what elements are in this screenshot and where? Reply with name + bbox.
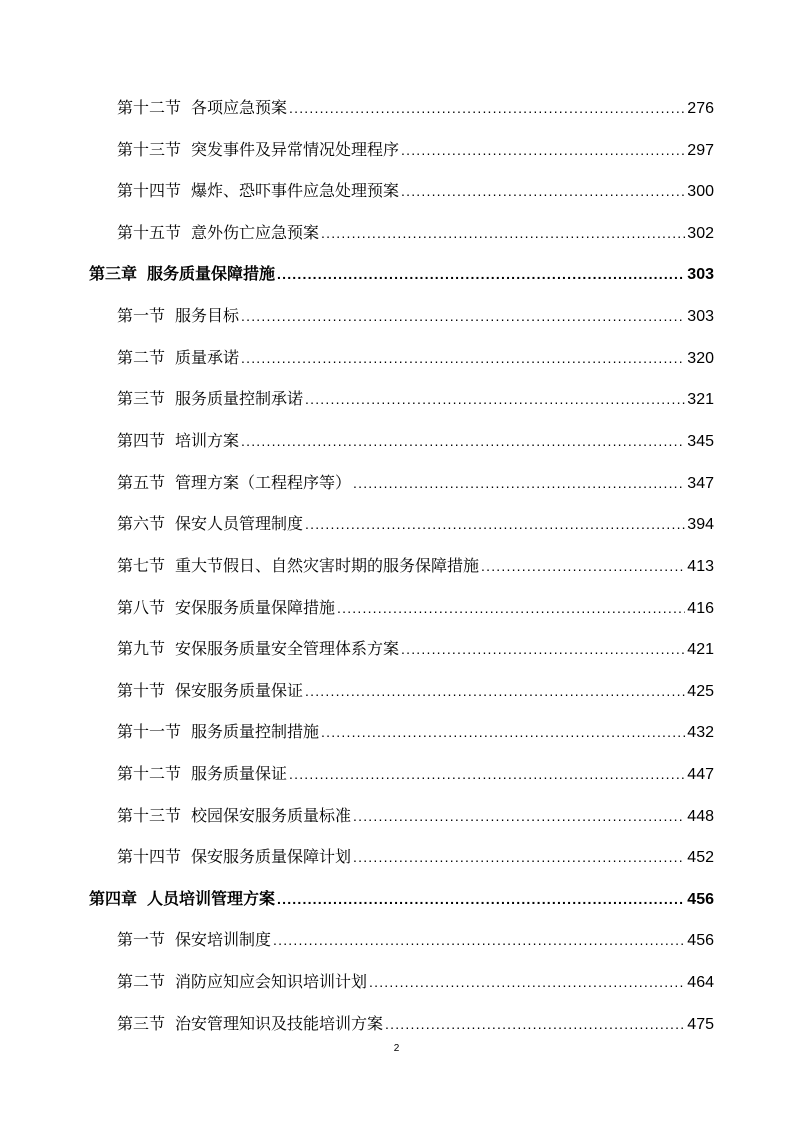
toc-entry-number: 第十三节	[117, 140, 182, 159]
dot-leader	[321, 717, 685, 747]
toc-entry-number: 第五节	[117, 473, 166, 492]
toc-entry[interactable]	[117, 634, 714, 664]
toc-entry-number: 第十五节	[117, 223, 182, 242]
toc-entry-number: 第四节	[117, 431, 166, 450]
toc-entry[interactable]	[117, 384, 714, 414]
toc-chapter[interactable]	[89, 259, 714, 289]
toc-entry-page: 432	[687, 724, 714, 741]
dot-leader	[241, 426, 685, 456]
toc-entry-title: 质量承诺	[175, 348, 240, 367]
toc-entry[interactable]	[117, 801, 714, 831]
toc-entry[interactable]	[117, 676, 714, 706]
toc-entry-number: 第八节	[117, 598, 166, 617]
toc-entry[interactable]	[117, 1009, 714, 1039]
toc-entry[interactable]	[117, 593, 714, 623]
toc-entry[interactable]	[117, 551, 714, 581]
toc-entry[interactable]	[117, 468, 714, 498]
dot-leader	[337, 593, 685, 623]
dot-leader	[273, 925, 685, 955]
toc-entry-title: 意外伤亡应急预案	[191, 223, 320, 242]
page-number: 2	[393, 1043, 400, 1054]
toc-entry[interactable]	[117, 218, 714, 248]
toc-entry-number: 第十四节	[117, 847, 182, 866]
toc-entry-page: 425	[687, 683, 714, 700]
toc-entry-page: 416	[687, 600, 714, 617]
toc-entry[interactable]	[117, 759, 714, 789]
toc-entry-page: 475	[687, 1016, 714, 1033]
toc-entry-title: 服务目标	[175, 306, 240, 325]
toc-chapter-title: 服务质量保障措施	[147, 264, 276, 283]
toc-entry-number: 第二节	[117, 972, 166, 991]
toc-entry-title: 保安人员管理制度	[175, 514, 304, 533]
dot-leader	[277, 259, 685, 289]
toc-entry-number: 第十节	[117, 681, 166, 700]
toc-entry-page: 347	[687, 475, 714, 492]
dot-leader	[289, 93, 685, 123]
toc-entry-page: 421	[687, 641, 714, 658]
toc-entry-page: 464	[687, 974, 714, 991]
toc-entry-page: 297	[687, 142, 714, 159]
dot-leader	[401, 634, 685, 664]
toc-chapter-number: 第四章	[89, 889, 138, 908]
toc-entry[interactable]	[117, 842, 714, 872]
toc-entry-page: 447	[687, 766, 714, 783]
toc-entry-number: 第一节	[117, 306, 166, 325]
dot-leader	[277, 884, 685, 914]
toc-entry-title: 安保服务质量安全管理体系方案	[175, 639, 400, 658]
toc-entry-number: 第十三节	[117, 806, 182, 825]
toc-entry-title: 消防应知应会知识培训计划	[175, 972, 368, 991]
toc-entry-title: 管理方案（工程程序等）	[175, 473, 352, 492]
dot-leader	[401, 176, 685, 206]
toc-entry-number: 第三节	[117, 1014, 166, 1033]
toc-entry-page: 448	[687, 808, 714, 825]
toc-entry[interactable]	[117, 426, 714, 456]
dot-leader	[241, 301, 685, 331]
toc-entry-page: 456	[687, 932, 714, 949]
toc-entry-page: 413	[687, 558, 714, 575]
toc-chapter-number: 第三章	[89, 264, 138, 283]
toc-entry-title: 突发事件及异常情况处理程序	[191, 140, 400, 159]
dot-leader	[481, 551, 685, 581]
toc-chapter-page: 303	[687, 266, 714, 283]
toc-entry-page: 320	[687, 350, 714, 367]
toc-chapter-page: 456	[687, 891, 714, 908]
toc-entry-number: 第六节	[117, 514, 166, 533]
dot-leader	[305, 676, 685, 706]
toc-entry-title: 保安服务质量保障计划	[191, 847, 352, 866]
toc-entry-title: 服务质量控制承诺	[175, 389, 304, 408]
toc-entry-page: 303	[687, 308, 714, 325]
toc-chapter[interactable]	[89, 884, 714, 914]
toc-entry-title: 保安培训制度	[175, 930, 272, 949]
toc-entry-number: 第二节	[117, 348, 166, 367]
toc-entry-title: 保安服务质量保证	[175, 681, 304, 700]
toc-entry-page: 394	[687, 516, 714, 533]
toc-entry-title: 各项应急预案	[191, 98, 288, 117]
dot-leader	[305, 384, 685, 414]
toc-entry-page: 345	[687, 433, 714, 450]
toc-entry-title: 治安管理知识及技能培训方案	[175, 1014, 384, 1033]
toc-entry-number: 第九节	[117, 639, 166, 658]
toc-entry-page: 452	[687, 849, 714, 866]
toc-entry-number: 第七节	[117, 556, 166, 575]
dot-leader	[353, 801, 685, 831]
toc-entry-title: 安保服务质量保障措施	[175, 598, 336, 617]
toc-entry-title: 培训方案	[175, 431, 240, 450]
toc-entry-number: 第十二节	[117, 98, 182, 117]
dot-leader	[369, 967, 685, 997]
toc-entry[interactable]	[117, 967, 714, 997]
toc-chapter-title: 人员培训管理方案	[147, 889, 276, 908]
toc-entry-page: 300	[687, 183, 714, 200]
dot-leader	[353, 842, 685, 872]
toc-entry[interactable]	[117, 717, 714, 747]
toc-entry-title: 重大节假日、自然灾害时期的服务保障措施	[175, 556, 480, 575]
toc-entry[interactable]	[117, 343, 714, 373]
toc-entry-page: 302	[687, 225, 714, 242]
dot-leader	[321, 218, 685, 248]
toc-entry[interactable]	[117, 301, 714, 331]
dot-leader	[241, 343, 685, 373]
toc-entry-title: 服务质量保证	[191, 764, 288, 783]
toc-entry-title: 校园保安服务质量标准	[191, 806, 352, 825]
toc-entry[interactable]	[117, 135, 714, 165]
toc-entry-number: 第三节	[117, 389, 166, 408]
dot-leader	[305, 509, 685, 539]
dot-leader	[385, 1009, 685, 1039]
toc-entry-number: 第一节	[117, 930, 166, 949]
dot-leader	[289, 759, 685, 789]
toc-entry-page: 321	[687, 391, 714, 408]
toc-entry[interactable]	[117, 93, 714, 123]
toc-entry-title: 服务质量控制措施	[191, 722, 320, 741]
dot-leader	[401, 135, 685, 165]
toc-entry-number: 第十四节	[117, 181, 182, 200]
toc-entry[interactable]	[117, 509, 714, 539]
toc-entry-title: 爆炸、恐吓事件应急处理预案	[191, 181, 400, 200]
toc-entry[interactable]	[117, 925, 714, 955]
toc-entry-number: 第十一节	[117, 722, 182, 741]
toc-entry-page: 276	[687, 100, 714, 117]
toc-entry[interactable]	[117, 176, 714, 206]
dot-leader	[353, 468, 685, 498]
toc-entry-number: 第十二节	[117, 764, 182, 783]
